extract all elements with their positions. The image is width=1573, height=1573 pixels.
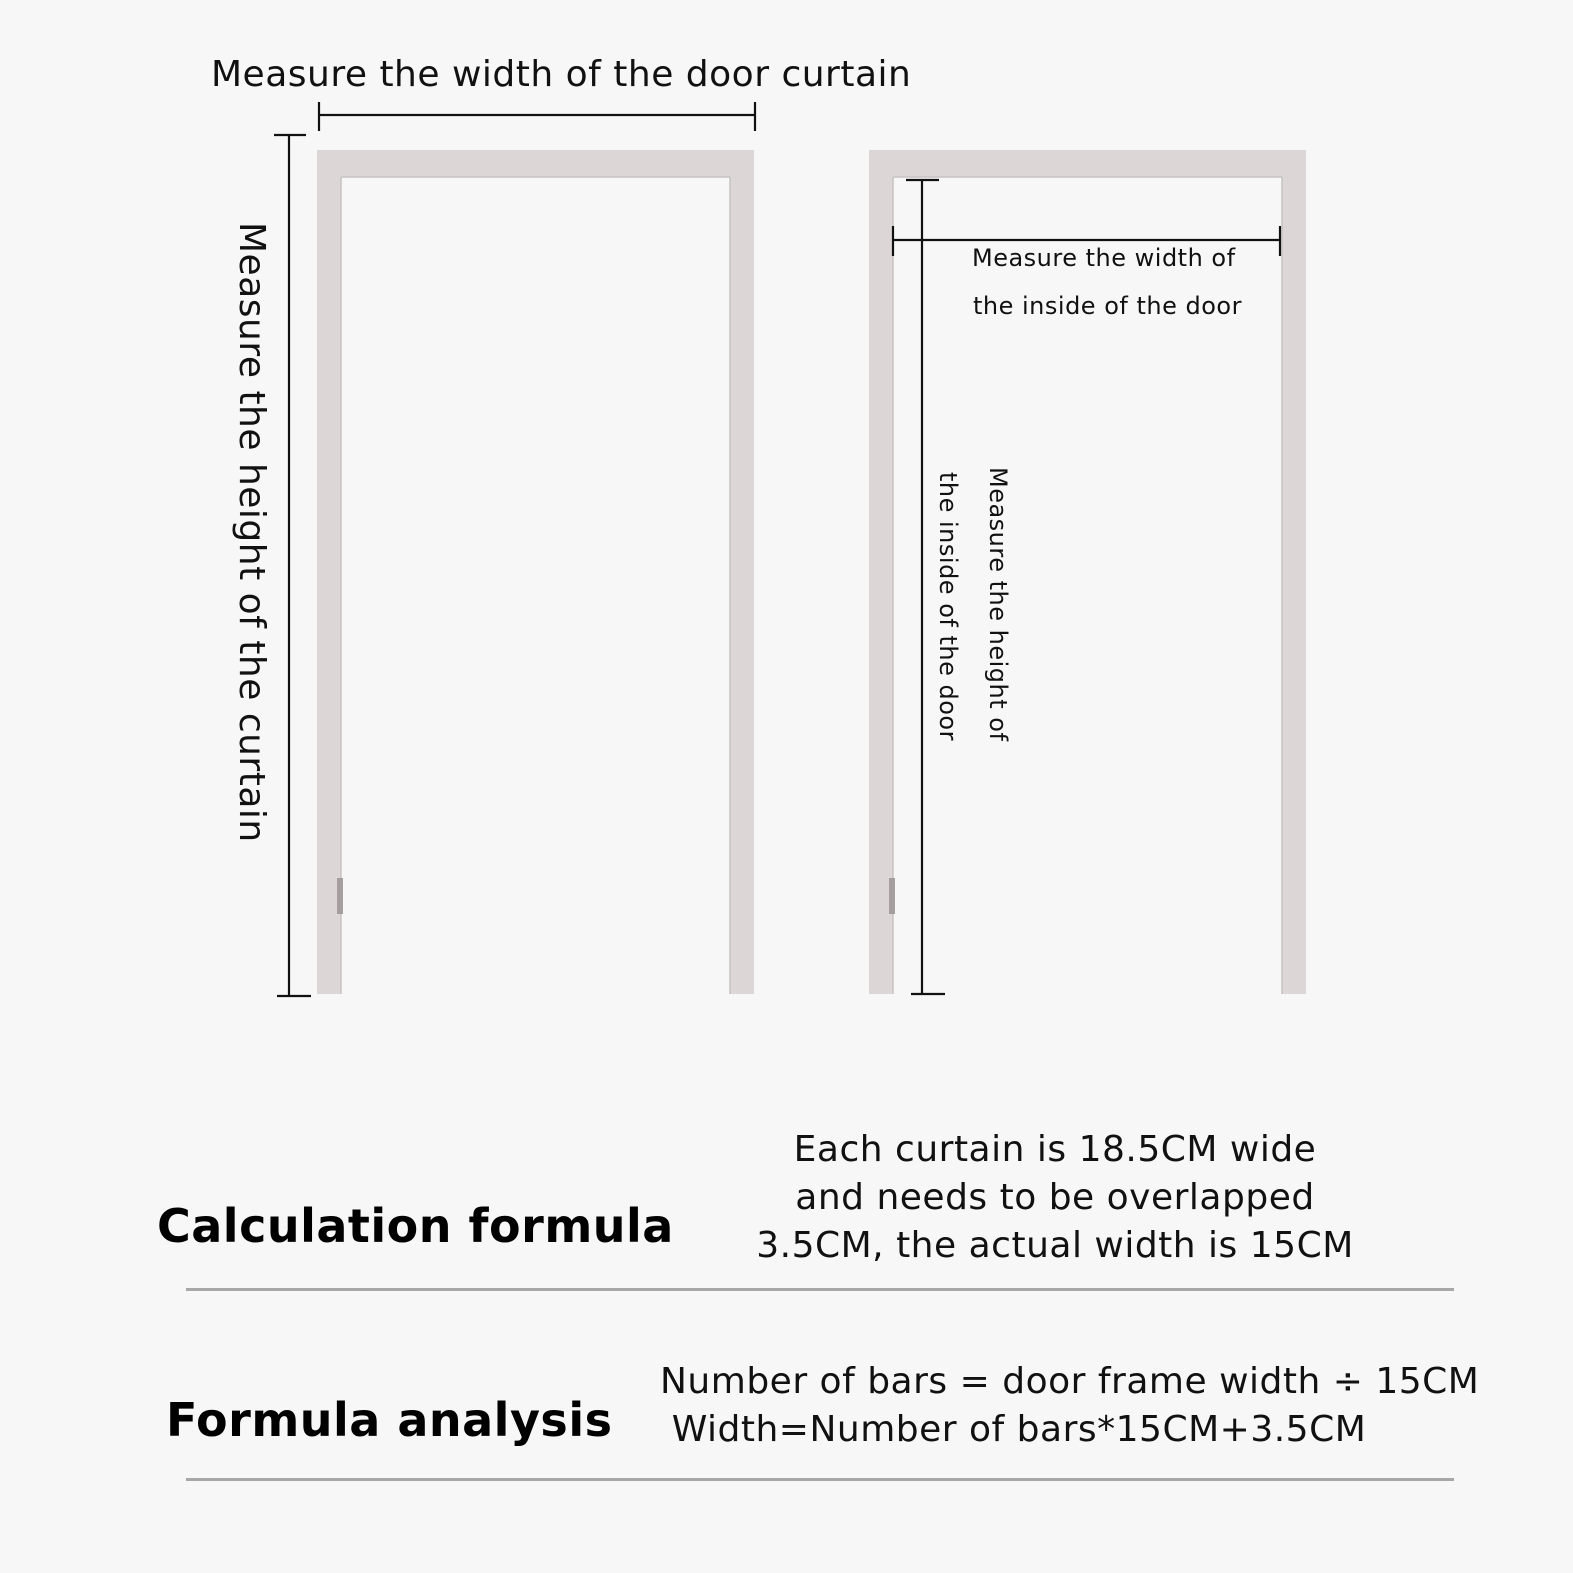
calculation-text-line1: Each curtain is 18.5CM wide xyxy=(793,1129,1317,1170)
analysis-text-line2: Width=Number of bars*15CM+3.5CM xyxy=(671,1409,1367,1450)
calculation-formula-heading: Calculation formula xyxy=(157,1199,674,1253)
outer-height-label: Measure the height of the curtain xyxy=(231,222,272,843)
inner-width-label-line2: the inside of the door xyxy=(973,292,1242,320)
outer-width-dimension-line xyxy=(319,102,755,131)
inner-height-label-line2: the inside of the door xyxy=(934,472,962,741)
bottom-divider xyxy=(186,1478,1454,1481)
left-door-frame xyxy=(317,150,754,994)
outer-height-dimension-line xyxy=(274,135,311,996)
calculation-text-line3: 3.5CM, the actual width is 15CM xyxy=(756,1225,1354,1266)
inner-height-label-line1: Measure the height of xyxy=(984,467,1012,742)
outer-width-label: Measure the width of the door curtain xyxy=(211,54,912,95)
inner-width-label-line1: Measure the width of xyxy=(972,244,1236,272)
formula-analysis-heading: Formula analysis xyxy=(166,1393,613,1447)
calculation-text-line2: and needs to be overlapped xyxy=(795,1177,1315,1218)
analysis-text-line1: Number of bars = door frame width ÷ 15CM xyxy=(660,1361,1480,1402)
section-divider xyxy=(186,1288,1454,1291)
